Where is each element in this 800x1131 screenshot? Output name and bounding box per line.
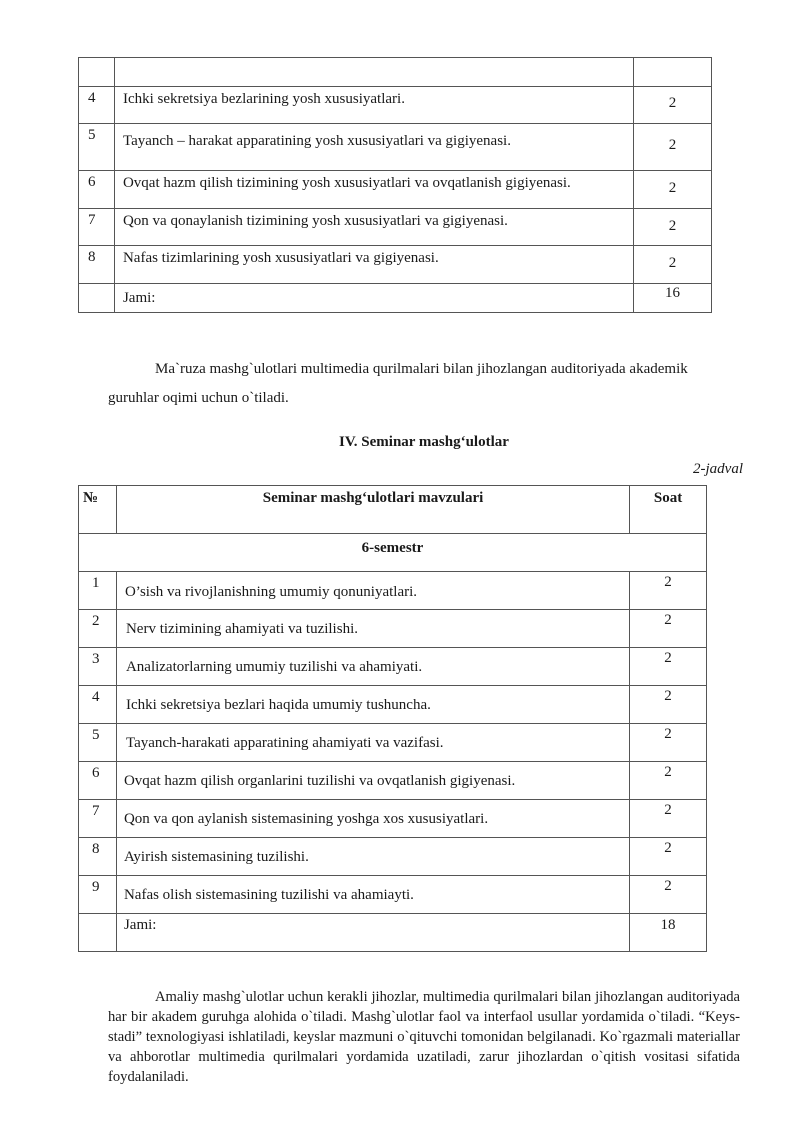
row-number: 6 <box>79 171 115 209</box>
table-row <box>79 762 707 800</box>
semester-label: 6-semestr <box>79 534 707 572</box>
row-number: 1 <box>79 572 117 610</box>
table-row <box>79 838 707 876</box>
section-title: IV. Seminar mashg‘ulotlar <box>339 434 509 450</box>
row-topic: Ichki sekretsiya bezlari haqida umumiy tushuncha. <box>116 686 629 724</box>
row-topic: O’sish va rivojlanishning umumiy qonuniyatlari. <box>116 572 629 610</box>
lecture-topics-table <box>78 57 712 313</box>
row-hours: 2 <box>630 800 707 838</box>
row-topic <box>114 58 633 87</box>
row-topic: Nerv tizimining ahamiyati va tuzilishi. <box>116 610 629 648</box>
row-hours: 2 <box>634 171 712 209</box>
row-number: 5 <box>79 124 115 171</box>
row-hours: 2 <box>630 686 707 724</box>
row-hours: 2 <box>634 209 712 246</box>
row-number: 3 <box>79 648 117 686</box>
total-label: Jami: <box>116 914 629 952</box>
lecture-note-line2: guruhlar oqimi uchun o`tiladi. <box>108 390 289 406</box>
row-number <box>79 284 115 313</box>
row-number: 4 <box>79 87 115 124</box>
row-topic: Ovqat hazm qilish organlarini tuzilishi va ovqatlanish gigiyenasi. <box>116 762 629 800</box>
table-row <box>79 724 707 762</box>
row-hours: 2 <box>634 87 712 124</box>
semester-row <box>79 534 707 572</box>
row-hours: 2 <box>630 648 707 686</box>
table-row <box>79 87 712 124</box>
table-row <box>79 572 707 610</box>
row-number: 7 <box>79 800 117 838</box>
row-hours: 2 <box>630 876 707 914</box>
table-row <box>79 124 712 171</box>
row-number: 9 <box>79 876 117 914</box>
row-topic: Ayirish sistemasining tuzilishi. <box>116 838 629 876</box>
row-number: 4 <box>79 686 117 724</box>
row-topic: Analizatorlarning umumiy tuzilishi va ahamiyati. <box>116 648 629 686</box>
total-hours: 16 <box>634 284 712 313</box>
table-row <box>79 171 712 209</box>
row-hours: 2 <box>630 724 707 762</box>
row-topic: Qon va qonaylanish tizimining yosh xususiyatlari va gigiyenasi. <box>114 209 633 246</box>
row-hours <box>634 58 712 87</box>
table-row <box>79 58 712 87</box>
row-topic: Tayanch-harakati apparatining ahamiyati va vazifasi. <box>116 724 629 762</box>
row-hours: 2 <box>630 762 707 800</box>
row-topic: Ichki sekretsiya bezlarining yosh xususiyatlari. <box>114 87 633 124</box>
table-row <box>79 610 707 648</box>
total-hours: 18 <box>630 914 707 952</box>
row-number <box>79 58 115 87</box>
row-hours: 2 <box>634 246 712 284</box>
seminar-topics-table <box>78 485 707 952</box>
row-topic: Nafas tizimlarining yosh xususiyatlari va gigiyenasi. <box>114 246 633 284</box>
row-number: 7 <box>79 209 115 246</box>
table-row <box>79 209 712 246</box>
row-hours: 2 <box>630 838 707 876</box>
table-row <box>79 800 707 838</box>
row-topic: Ovqat hazm qilish tizimining yosh xususiyatlari va ovqatlanish gigiyenasi. <box>114 171 633 209</box>
row-hours: 2 <box>630 610 707 648</box>
table-header-row <box>79 486 707 534</box>
header-topic: Seminar mashg‘ulotlari mavzulari <box>116 486 629 534</box>
row-topic: Tayanch – harakat apparatining yosh xususiyatlari va gigiyenasi. <box>114 124 633 171</box>
table-row <box>79 686 707 724</box>
table-row <box>79 246 712 284</box>
row-number: 8 <box>79 246 115 284</box>
practical-classes-paragraph: Amaliy mashg`ulotlar uchun kerakli jihozlar, multimedia qurilmalari bilan jihozlangan auditoriyada har bir akadem guruhga alohida o`tiladi. Mashg`ulotlar faol va interfaol usullar yordamida o`tiladi. “Keys-stadi” texnologiyasi ishlatiladi, keyslar mazmuni o`qituvchi tomonidan belgilanadi. Ko`rgazmali materiallar va ahborotlar multimedia qurilmalari yordamida uzatiladi, zarur jihozlardan o`qitish vositasi sifatida foydalaniladi. <box>108 989 740 1085</box>
table-total-row <box>79 914 707 952</box>
row-number: 8 <box>79 838 117 876</box>
total-label: Jami: <box>114 284 633 313</box>
row-number: 5 <box>79 724 117 762</box>
table-row <box>79 648 707 686</box>
lecture-note-line1: Ma`ruza mashg`ulotlari multimedia qurilmalari bilan jihozlangan auditoriyada akademik <box>155 361 688 377</box>
table-row <box>79 876 707 914</box>
table-total-row <box>79 284 712 313</box>
row-number: 6 <box>79 762 117 800</box>
row-hours: 2 <box>634 124 712 171</box>
row-topic: Nafas olish sistemasining tuzilishi va ahamiayti. <box>116 876 629 914</box>
row-number <box>79 914 117 952</box>
row-topic: Qon va qon aylanish sistemasining yoshga xos xususiyatlari. <box>116 800 629 838</box>
header-number: № <box>79 486 117 534</box>
row-hours: 2 <box>630 572 707 610</box>
header-hours: Soat <box>630 486 707 534</box>
row-number: 2 <box>79 610 117 648</box>
table-label: 2-jadval <box>693 461 743 477</box>
